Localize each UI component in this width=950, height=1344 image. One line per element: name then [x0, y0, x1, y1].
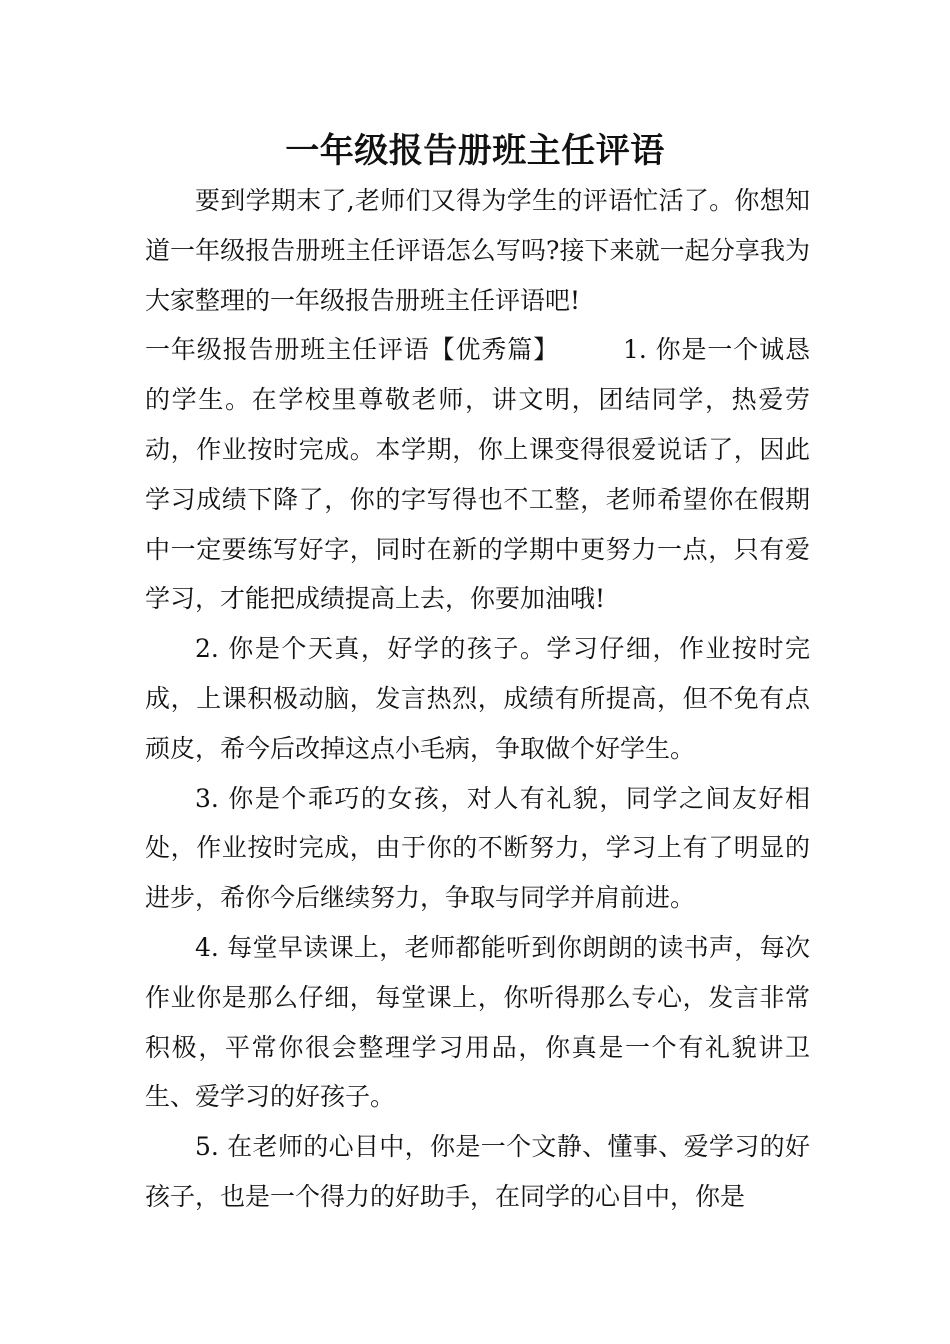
comment-item-4: 4. 每堂早读课上，老师都能听到你朗朗的读书声，每次作业你是那么仔细，每堂课上，你听得那么专心，发言非常积极，平常你很会整理学习用品，你真是一个有礼貌讲卫生、爱学习的好孩子。 [145, 932, 810, 1112]
comment-item-3: 3. 你是个乖巧的女孩，对人有礼貌，同学之间友好相处，作业按时完成，由于你的不断努力，学习上有了明显的进步，希你今后继续努力，争取与同学并肩前进。 [145, 783, 810, 913]
comment-item-2: 2. 你是个天真，好学的孩子。学习仔细，作业按时完成，上课积极动脑，发言热烈，成绩有所提高，但不免有点顽皮，希今后改掉这点小毛病，争取做个好学生。 [145, 634, 810, 763]
intro-paragraph: 要到学期末了,老师们又得为学生的评语忙活了。你想知道一年级报告册班主任评语怎么写吗?接下来就一起分享我为大家整理的一年级报告册班主任评语吧! [145, 186, 810, 315]
section-heading: 一年级报告册班主任评语【优秀篇】 [145, 335, 559, 365]
section-paragraph [145, 325, 810, 624]
comment-item-5: 5. 在老师的心目中，你是一个文静、懂事、爱学习的好孩子，也是一个得力的好助手，在同学的心目中，你是 [145, 1132, 810, 1211]
comment-item-1: 1. 你是一个诚恳的学生。在学校里尊敬老师，讲文明，团结同学，热爱劳动，作业按时完成。本学期，你上课变得很爱说话了，因此学习成绩下降了，你的字写得也不工整，老师希望你在假期中一定要练写好字，同时在新的学期中更努力一点，只有爱学习，才能把成绩提高上去，你要加油哦! [145, 335, 810, 614]
document-body [145, 176, 810, 1222]
document-title: 一年级报告册班主任评语 [285, 131, 665, 171]
